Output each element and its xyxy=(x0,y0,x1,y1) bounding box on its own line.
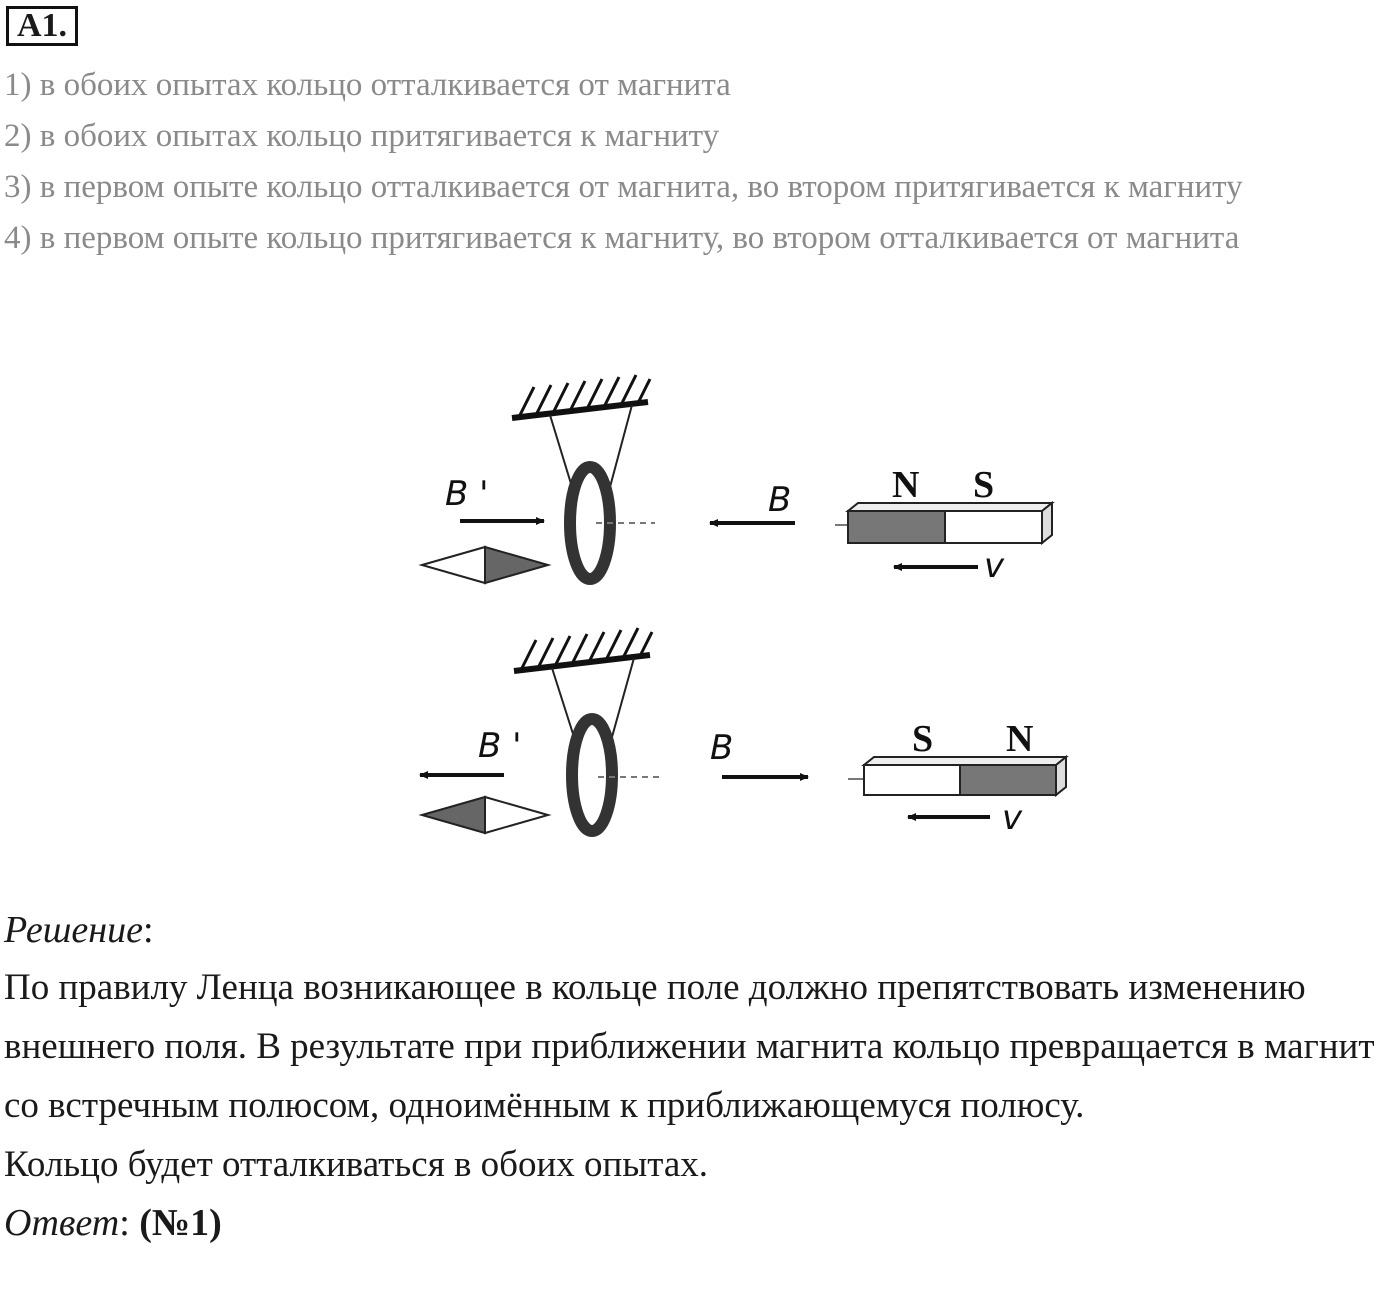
solution-block xyxy=(4,902,1396,1252)
experiment-1 xyxy=(422,375,1052,586)
answer-options xyxy=(4,62,1400,266)
ring-icon xyxy=(572,719,612,831)
suspension-threads xyxy=(550,405,632,487)
task-number: А1. xyxy=(6,6,78,46)
answer-label: Ответ xyxy=(4,1202,120,1244)
b-label: B xyxy=(768,480,792,520)
option-3: 3) в первом опыте кольцо отталкивается от магнита, во втором притягивается к магниту xyxy=(4,169,1243,205)
answer-colon: : xyxy=(119,1202,140,1244)
bar-magnet-icon xyxy=(848,757,1066,795)
pole-n-label: N xyxy=(892,464,920,506)
velocity-label: v xyxy=(1002,798,1023,838)
answer-line xyxy=(4,1194,1396,1252)
compass-needle-icon xyxy=(422,797,548,833)
pole-s-label: S xyxy=(912,718,934,760)
velocity-label: v xyxy=(984,546,1005,586)
solution-paragraph-1: По правилу Ленца возникающее в кольце поле должно препятствовать изменению внешнего поля. В результате при приближении магнита кольцо превращается в магнит со встречным полюсом, одноимённым к приближающемуся полюсу. xyxy=(4,967,1375,1126)
solution-heading-word: Решение xyxy=(4,909,143,951)
option-4: 4) в первом опыте кольцо притягивается к магниту, во втором отталкивается от магнита xyxy=(4,220,1240,256)
pole-n-label: N xyxy=(1006,718,1034,760)
answer-value: (№1) xyxy=(139,1202,222,1244)
option-1: 1) в обоих опытах кольцо отталкивается от магнита xyxy=(4,67,731,103)
solution-paragraph-2: Кольцо будет отталкиваться в обоих опытах. xyxy=(4,1144,709,1185)
b-prime-label: B ' xyxy=(445,474,489,514)
solution-heading-colon: : xyxy=(142,909,154,951)
b-label: B xyxy=(710,728,734,768)
solution-heading xyxy=(4,902,1396,958)
pole-s-label: S xyxy=(973,464,995,506)
option-2: 2) в обоих опытах кольцо притягивается к магниту xyxy=(4,118,720,154)
b-prime-label: B ' xyxy=(478,726,522,766)
experiment-2 xyxy=(420,628,1066,838)
lenz-rule-figure xyxy=(400,355,1090,875)
compass-needle-icon xyxy=(422,547,548,583)
bar-magnet-icon xyxy=(835,503,1052,543)
ring-icon xyxy=(570,467,610,579)
